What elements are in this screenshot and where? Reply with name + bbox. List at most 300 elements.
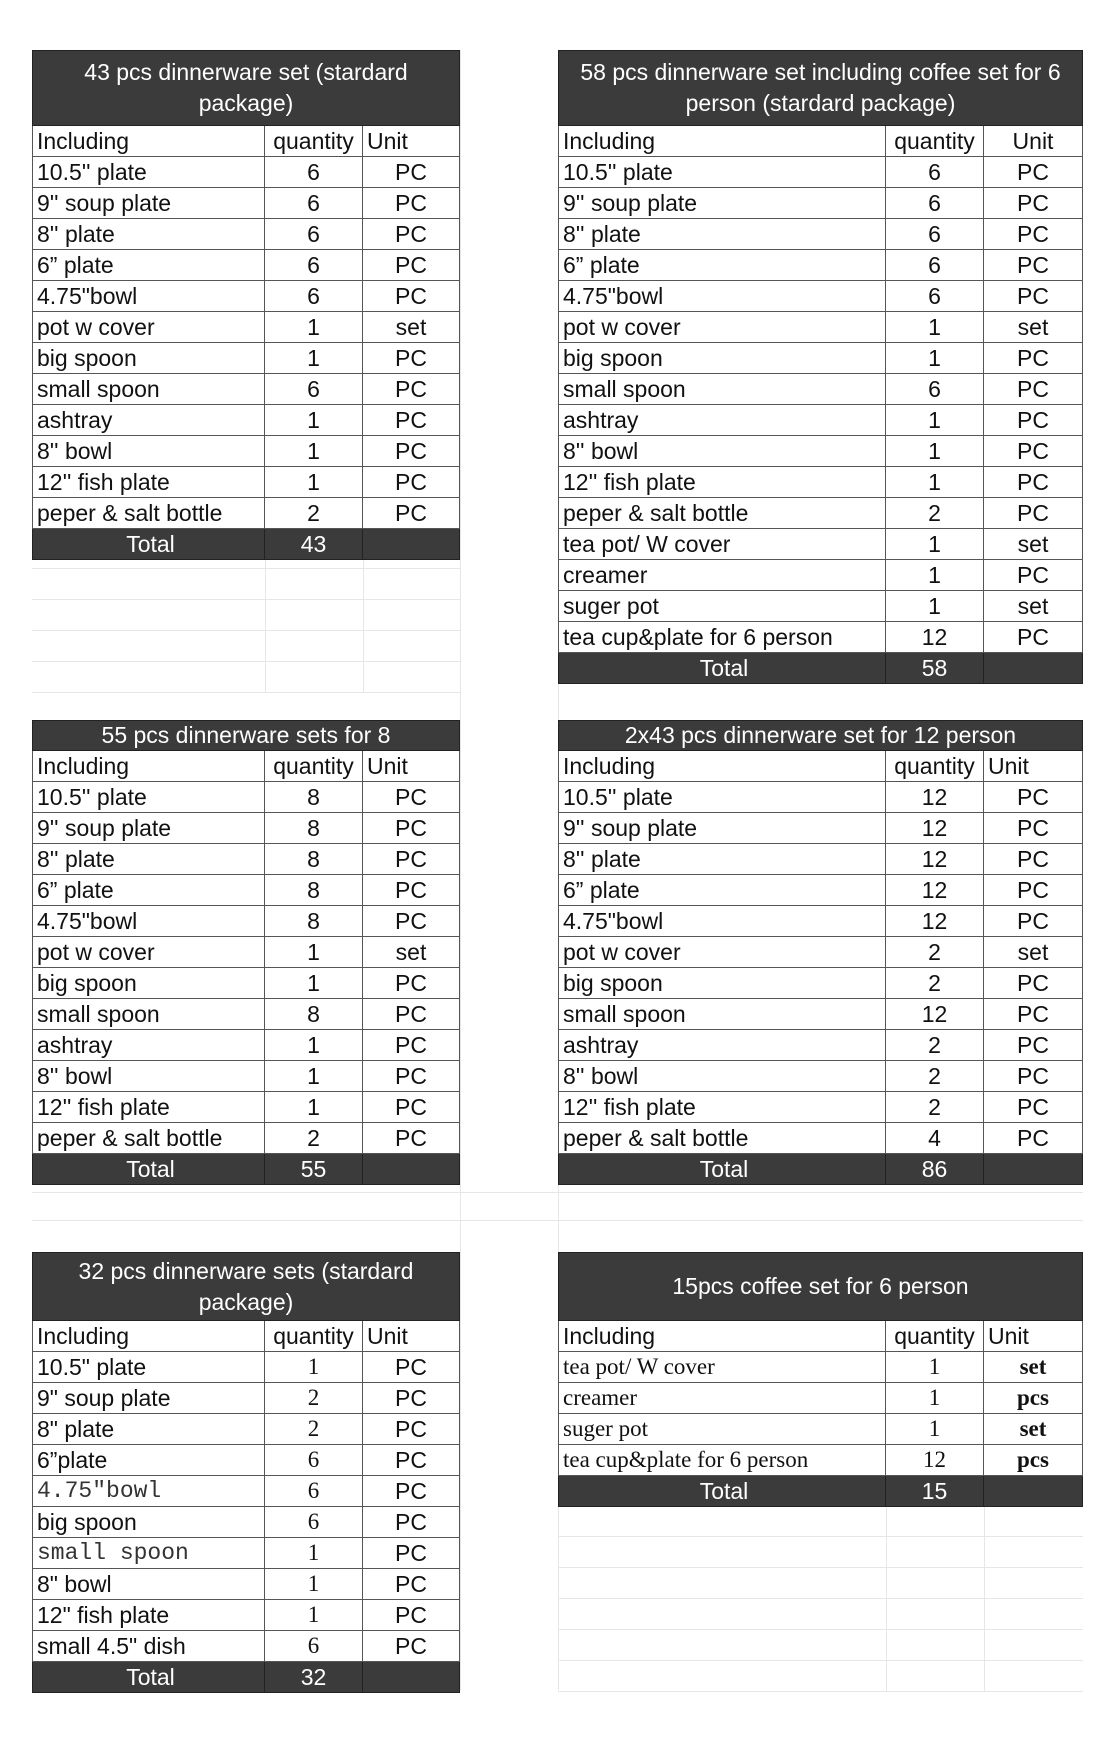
item-name: 6”plate bbox=[32, 1445, 265, 1475]
table-row bbox=[558, 1030, 1083, 1061]
total-value: 15 bbox=[886, 1476, 984, 1506]
item-name: 8'' plate bbox=[558, 844, 886, 874]
total-label: Total bbox=[32, 1662, 265, 1692]
item-name: 8'' bowl bbox=[32, 1061, 265, 1091]
table-row bbox=[32, 250, 460, 281]
item-unit: PC bbox=[363, 1352, 460, 1382]
item-name: ashtray bbox=[558, 405, 886, 435]
item-unit: PC bbox=[363, 1538, 460, 1568]
item-quantity: 1 bbox=[265, 1569, 363, 1599]
item-unit: PC bbox=[984, 219, 1083, 249]
item-quantity: 6 bbox=[265, 157, 363, 187]
header-unit: Unit bbox=[363, 751, 460, 781]
item-name: 6” plate bbox=[558, 875, 886, 905]
item-name: pot w cover bbox=[558, 312, 886, 342]
item-unit: set bbox=[984, 591, 1083, 621]
table-title: 58 pcs dinnerware set including coffee set for 6 person (stardard package) bbox=[558, 50, 1083, 126]
table-row bbox=[32, 1352, 460, 1383]
table-row bbox=[558, 1414, 1083, 1445]
total-label: Total bbox=[32, 1154, 265, 1184]
item-unit: PC bbox=[984, 999, 1083, 1029]
total-empty bbox=[984, 1476, 1083, 1506]
table-row bbox=[32, 343, 460, 374]
item-unit: PC bbox=[984, 1030, 1083, 1060]
item-unit: set bbox=[984, 312, 1083, 342]
item-name: pot w cover bbox=[32, 937, 265, 967]
item-unit: PC bbox=[363, 1092, 460, 1122]
item-quantity: 6 bbox=[265, 1476, 363, 1506]
item-unit: pcs bbox=[984, 1383, 1083, 1413]
item-name: 12'' fish plate bbox=[32, 1092, 265, 1122]
item-unit: set bbox=[984, 1352, 1083, 1382]
item-quantity: 1 bbox=[265, 1061, 363, 1091]
item-unit: PC bbox=[984, 813, 1083, 843]
table-row bbox=[558, 188, 1083, 219]
item-unit: PC bbox=[363, 1123, 460, 1153]
item-unit: PC bbox=[363, 436, 460, 466]
item-name: 12'' fish plate bbox=[558, 1092, 886, 1122]
item-name: big spoon bbox=[32, 1507, 265, 1537]
item-name: pot w cover bbox=[558, 937, 886, 967]
item-quantity: 2 bbox=[265, 498, 363, 528]
item-unit: PC bbox=[984, 157, 1083, 187]
item-quantity: 1 bbox=[886, 560, 984, 590]
item-name: 10.5'' plate bbox=[558, 157, 886, 187]
item-quantity: 2 bbox=[886, 1030, 984, 1060]
table-row bbox=[558, 157, 1083, 188]
item-unit: PC bbox=[984, 1092, 1083, 1122]
header-quantity: quantity bbox=[886, 751, 984, 781]
item-unit: PC bbox=[363, 343, 460, 373]
item-name: 10.5" plate bbox=[32, 1352, 265, 1382]
table-row bbox=[32, 188, 460, 219]
table-row bbox=[32, 937, 460, 968]
item-name: tea cup&plate for 6 person bbox=[558, 1445, 886, 1475]
item-name: tea pot/ W cover bbox=[558, 1352, 886, 1382]
table-row bbox=[32, 312, 460, 343]
item-quantity: 12 bbox=[886, 1445, 984, 1475]
item-unit: PC bbox=[984, 405, 1083, 435]
table-row bbox=[32, 1414, 460, 1445]
total-value: 32 bbox=[265, 1662, 363, 1692]
item-unit: PC bbox=[363, 1631, 460, 1661]
item-unit: PC bbox=[984, 436, 1083, 466]
item-quantity: 1 bbox=[886, 343, 984, 373]
item-unit: PC bbox=[984, 467, 1083, 497]
table-title: 15pcs coffee set for 6 person bbox=[558, 1252, 1083, 1321]
item-name: 4.75″bowl bbox=[32, 1476, 265, 1506]
header-row bbox=[32, 751, 460, 782]
item-quantity: 1 bbox=[886, 436, 984, 466]
item-unit: PC bbox=[363, 498, 460, 528]
total-label: Total bbox=[32, 529, 265, 559]
table-row bbox=[558, 498, 1083, 529]
item-name: 6” plate bbox=[32, 875, 265, 905]
table-row bbox=[32, 1476, 460, 1507]
item-unit: set bbox=[984, 529, 1083, 559]
table-row bbox=[32, 498, 460, 529]
header-including: Including bbox=[32, 1321, 265, 1351]
item-quantity: 1 bbox=[886, 1352, 984, 1382]
total-row bbox=[558, 1154, 1083, 1185]
item-unit: PC bbox=[984, 1123, 1083, 1153]
item-quantity: 1 bbox=[265, 343, 363, 373]
table-row bbox=[32, 219, 460, 250]
item-name: creamer bbox=[558, 1383, 886, 1413]
item-quantity: 6 bbox=[265, 188, 363, 218]
item-name: 12" fish plate bbox=[32, 1600, 265, 1630]
header-unit: Unit bbox=[984, 126, 1083, 156]
item-unit: PC bbox=[984, 968, 1083, 998]
table-row bbox=[558, 999, 1083, 1030]
table-row bbox=[32, 906, 460, 937]
item-unit: PC bbox=[363, 1030, 460, 1060]
item-unit: PC bbox=[363, 250, 460, 280]
item-name: 8'' bowl bbox=[32, 436, 265, 466]
table-row bbox=[558, 405, 1083, 436]
item-name: big spoon bbox=[32, 968, 265, 998]
header-unit: Unit bbox=[363, 1321, 460, 1351]
item-unit: PC bbox=[363, 999, 460, 1029]
item-quantity: 2 bbox=[265, 1383, 363, 1413]
item-quantity: 1 bbox=[265, 1600, 363, 1630]
item-unit: pcs bbox=[984, 1445, 1083, 1475]
item-name: 10.5'' plate bbox=[32, 782, 265, 812]
item-name: 8'' bowl bbox=[558, 1061, 886, 1091]
item-unit: PC bbox=[363, 405, 460, 435]
item-quantity: 6 bbox=[265, 219, 363, 249]
header-including: Including bbox=[558, 1321, 886, 1351]
item-quantity: 2 bbox=[886, 1061, 984, 1091]
item-name: 6” plate bbox=[32, 250, 265, 280]
item-name: peper & salt bottle bbox=[32, 1123, 265, 1153]
item-quantity: 1 bbox=[886, 591, 984, 621]
item-name: small spoon bbox=[558, 374, 886, 404]
table-row bbox=[558, 467, 1083, 498]
item-unit: PC bbox=[984, 374, 1083, 404]
header-row bbox=[32, 1321, 460, 1352]
table-row bbox=[32, 1445, 460, 1476]
table-row bbox=[32, 813, 460, 844]
item-unit: PC bbox=[984, 906, 1083, 936]
item-quantity: 12 bbox=[886, 875, 984, 905]
table-55pcs bbox=[32, 720, 460, 1185]
table-row bbox=[558, 937, 1083, 968]
item-unit: PC bbox=[363, 906, 460, 936]
item-name: big spoon bbox=[32, 343, 265, 373]
table-row bbox=[558, 1352, 1083, 1383]
header-quantity: quantity bbox=[886, 1321, 984, 1351]
header-quantity: quantity bbox=[265, 1321, 363, 1351]
item-unit: PC bbox=[363, 968, 460, 998]
header-quantity: quantity bbox=[265, 126, 363, 156]
item-quantity: 1 bbox=[886, 529, 984, 559]
item-unit: PC bbox=[363, 1383, 460, 1413]
item-unit: PC bbox=[363, 1569, 460, 1599]
item-unit: PC bbox=[363, 219, 460, 249]
item-quantity: 1 bbox=[265, 937, 363, 967]
table-row bbox=[558, 436, 1083, 467]
item-quantity: 2 bbox=[886, 968, 984, 998]
table-row bbox=[32, 1092, 460, 1123]
item-unit: PC bbox=[363, 157, 460, 187]
item-unit: PC bbox=[363, 1414, 460, 1444]
total-value: 43 bbox=[265, 529, 363, 559]
item-quantity: 2 bbox=[886, 937, 984, 967]
item-quantity: 6 bbox=[886, 281, 984, 311]
item-unit: PC bbox=[984, 844, 1083, 874]
table-row bbox=[558, 1383, 1083, 1414]
item-unit: PC bbox=[363, 1476, 460, 1506]
table-row bbox=[32, 1061, 460, 1092]
item-quantity: 1 bbox=[265, 1538, 363, 1568]
item-unit: set bbox=[363, 312, 460, 342]
item-name: suger pot bbox=[558, 591, 886, 621]
item-name: small spoon bbox=[32, 374, 265, 404]
table-row bbox=[558, 560, 1083, 591]
item-quantity: 12 bbox=[886, 622, 984, 652]
table-row bbox=[558, 622, 1083, 653]
item-name: big spoon bbox=[558, 343, 886, 373]
item-name: peper & salt bottle bbox=[32, 498, 265, 528]
table-row bbox=[32, 875, 460, 906]
total-empty bbox=[363, 1154, 460, 1184]
header-unit: Unit bbox=[984, 751, 1083, 781]
item-name: 6” plate bbox=[558, 250, 886, 280]
header-including: Including bbox=[558, 126, 886, 156]
item-quantity: 6 bbox=[886, 250, 984, 280]
item-quantity: 8 bbox=[265, 813, 363, 843]
item-unit: PC bbox=[984, 560, 1083, 590]
item-name: 8'' plate bbox=[32, 219, 265, 249]
item-quantity: 12 bbox=[886, 813, 984, 843]
table-row bbox=[558, 813, 1083, 844]
total-value: 58 bbox=[886, 653, 984, 683]
item-unit: PC bbox=[984, 622, 1083, 652]
table-row bbox=[558, 250, 1083, 281]
item-name: small spoon bbox=[32, 999, 265, 1029]
item-unit: PC bbox=[363, 782, 460, 812]
item-unit: PC bbox=[984, 1061, 1083, 1091]
table-row bbox=[32, 405, 460, 436]
header-row bbox=[558, 1321, 1083, 1352]
item-quantity: 8 bbox=[265, 782, 363, 812]
table-row bbox=[32, 436, 460, 467]
table-43pcs bbox=[32, 50, 460, 560]
table-row bbox=[32, 1123, 460, 1154]
header-including: Including bbox=[558, 751, 886, 781]
item-quantity: 1 bbox=[265, 1352, 363, 1382]
item-unit: PC bbox=[984, 343, 1083, 373]
item-unit: PC bbox=[984, 782, 1083, 812]
table-row bbox=[558, 1061, 1083, 1092]
table-32pcs bbox=[32, 1252, 460, 1693]
table-row bbox=[32, 1383, 460, 1414]
table-2x43pcs bbox=[558, 720, 1083, 1185]
header-row bbox=[558, 751, 1083, 782]
table-row bbox=[558, 343, 1083, 374]
header-including: Including bbox=[32, 126, 265, 156]
table-title: 55 pcs dinnerware sets for 8 bbox=[32, 720, 460, 751]
total-empty bbox=[363, 1662, 460, 1692]
item-name: 8" bowl bbox=[32, 1569, 265, 1599]
item-quantity: 1 bbox=[265, 467, 363, 497]
table-row bbox=[558, 374, 1083, 405]
item-unit: PC bbox=[363, 374, 460, 404]
total-empty bbox=[984, 1154, 1083, 1184]
item-name: 4.75"bowl bbox=[32, 281, 265, 311]
item-name: 9'' soup plate bbox=[558, 188, 886, 218]
item-quantity: 8 bbox=[265, 844, 363, 874]
item-quantity: 1 bbox=[265, 405, 363, 435]
table-row bbox=[558, 312, 1083, 343]
total-value: 55 bbox=[265, 1154, 363, 1184]
table-title: 43 pcs dinnerware set (stardard package) bbox=[32, 50, 460, 126]
table-row bbox=[32, 782, 460, 813]
table-row bbox=[32, 157, 460, 188]
item-unit: PC bbox=[984, 281, 1083, 311]
item-unit: PC bbox=[984, 188, 1083, 218]
table-row bbox=[32, 844, 460, 875]
header-unit: Unit bbox=[984, 1321, 1083, 1351]
item-quantity: 8 bbox=[265, 906, 363, 936]
item-name: 12'' fish plate bbox=[558, 467, 886, 497]
table-row bbox=[558, 968, 1083, 999]
item-unit: PC bbox=[984, 875, 1083, 905]
table-row bbox=[558, 1092, 1083, 1123]
header-quantity: quantity bbox=[265, 751, 363, 781]
item-quantity: 1 bbox=[265, 1092, 363, 1122]
table-row bbox=[558, 782, 1083, 813]
item-name: creamer bbox=[558, 560, 886, 590]
item-quantity: 6 bbox=[265, 250, 363, 280]
table-15pcs-coffee bbox=[558, 1252, 1083, 1507]
table-row bbox=[558, 844, 1083, 875]
item-unit: set bbox=[363, 937, 460, 967]
item-name: 8'' plate bbox=[32, 844, 265, 874]
item-quantity: 4 bbox=[886, 1123, 984, 1153]
header-including: Including bbox=[32, 751, 265, 781]
item-name: small 4.5" dish bbox=[32, 1631, 265, 1661]
item-name: small spoon bbox=[32, 1538, 265, 1568]
item-quantity: 6 bbox=[265, 374, 363, 404]
item-name: small spoon bbox=[558, 999, 886, 1029]
table-row bbox=[32, 1600, 460, 1631]
item-unit: PC bbox=[363, 875, 460, 905]
total-value: 86 bbox=[886, 1154, 984, 1184]
item-quantity: 2 bbox=[886, 498, 984, 528]
table-row bbox=[558, 1445, 1083, 1476]
item-quantity: 12 bbox=[886, 906, 984, 936]
item-name: tea pot/ W cover bbox=[558, 529, 886, 559]
item-unit: PC bbox=[363, 1445, 460, 1475]
table-row bbox=[558, 906, 1083, 937]
table-row bbox=[32, 374, 460, 405]
header-row bbox=[32, 126, 460, 157]
table-title: 32 pcs dinnerware sets (stardard package) bbox=[32, 1252, 460, 1321]
item-quantity: 6 bbox=[886, 157, 984, 187]
item-name: peper & salt bottle bbox=[558, 498, 886, 528]
item-name: peper & salt bottle bbox=[558, 1123, 886, 1153]
item-quantity: 1 bbox=[886, 467, 984, 497]
item-unit: PC bbox=[363, 813, 460, 843]
total-row bbox=[558, 653, 1083, 684]
table-row bbox=[558, 1123, 1083, 1154]
item-name: suger pot bbox=[558, 1414, 886, 1444]
table-row bbox=[32, 1569, 460, 1600]
total-row bbox=[32, 1662, 460, 1693]
item-quantity: 1 bbox=[265, 436, 363, 466]
table-row bbox=[32, 467, 460, 498]
item-name: pot w cover bbox=[32, 312, 265, 342]
item-name: ashtray bbox=[32, 1030, 265, 1060]
item-name: 9" soup plate bbox=[32, 1383, 265, 1413]
item-quantity: 1 bbox=[265, 312, 363, 342]
table-title: 2x43 pcs dinnerware set for 12 person bbox=[558, 720, 1083, 751]
item-name: 10.5'' plate bbox=[32, 157, 265, 187]
item-unit: PC bbox=[363, 1061, 460, 1091]
table-row bbox=[558, 529, 1083, 560]
table-row bbox=[558, 281, 1083, 312]
table-row bbox=[558, 875, 1083, 906]
item-unit: set bbox=[984, 1414, 1083, 1444]
item-unit: PC bbox=[363, 281, 460, 311]
item-quantity: 1 bbox=[886, 1383, 984, 1413]
item-name: 10.5'' plate bbox=[558, 782, 886, 812]
item-name: 4.75"bowl bbox=[558, 906, 886, 936]
item-quantity: 6 bbox=[265, 1445, 363, 1475]
item-quantity: 6 bbox=[886, 188, 984, 218]
item-name: 12'' fish plate bbox=[32, 467, 265, 497]
item-name: tea cup&plate for 6 person bbox=[558, 622, 886, 652]
item-quantity: 12 bbox=[886, 844, 984, 874]
item-unit: PC bbox=[363, 188, 460, 218]
item-name: 9'' soup plate bbox=[32, 813, 265, 843]
item-quantity: 2 bbox=[886, 1092, 984, 1122]
total-row bbox=[558, 1476, 1083, 1507]
item-unit: PC bbox=[984, 498, 1083, 528]
item-quantity: 1 bbox=[886, 1414, 984, 1444]
table-row bbox=[558, 591, 1083, 622]
header-row bbox=[558, 126, 1083, 157]
item-name: 4.75"bowl bbox=[32, 906, 265, 936]
table-58pcs bbox=[558, 50, 1083, 684]
item-quantity: 6 bbox=[886, 374, 984, 404]
table-row bbox=[32, 999, 460, 1030]
total-label: Total bbox=[558, 1154, 886, 1184]
total-row bbox=[32, 529, 460, 560]
item-quantity: 1 bbox=[265, 968, 363, 998]
item-unit: PC bbox=[363, 1600, 460, 1630]
table-row bbox=[32, 1030, 460, 1061]
header-quantity: quantity bbox=[886, 126, 984, 156]
item-name: 9'' soup plate bbox=[32, 188, 265, 218]
table-row bbox=[32, 1507, 460, 1538]
item-quantity: 12 bbox=[886, 782, 984, 812]
item-unit: PC bbox=[363, 467, 460, 497]
table-row bbox=[32, 1631, 460, 1662]
total-label: Total bbox=[558, 653, 886, 683]
item-name: ashtray bbox=[32, 405, 265, 435]
header-unit: Unit bbox=[363, 126, 460, 156]
item-name: ashtray bbox=[558, 1030, 886, 1060]
item-quantity: 6 bbox=[265, 1631, 363, 1661]
item-quantity: 1 bbox=[886, 405, 984, 435]
item-quantity: 2 bbox=[265, 1414, 363, 1444]
item-unit: PC bbox=[363, 1507, 460, 1537]
total-empty bbox=[984, 653, 1083, 683]
item-unit: set bbox=[984, 937, 1083, 967]
